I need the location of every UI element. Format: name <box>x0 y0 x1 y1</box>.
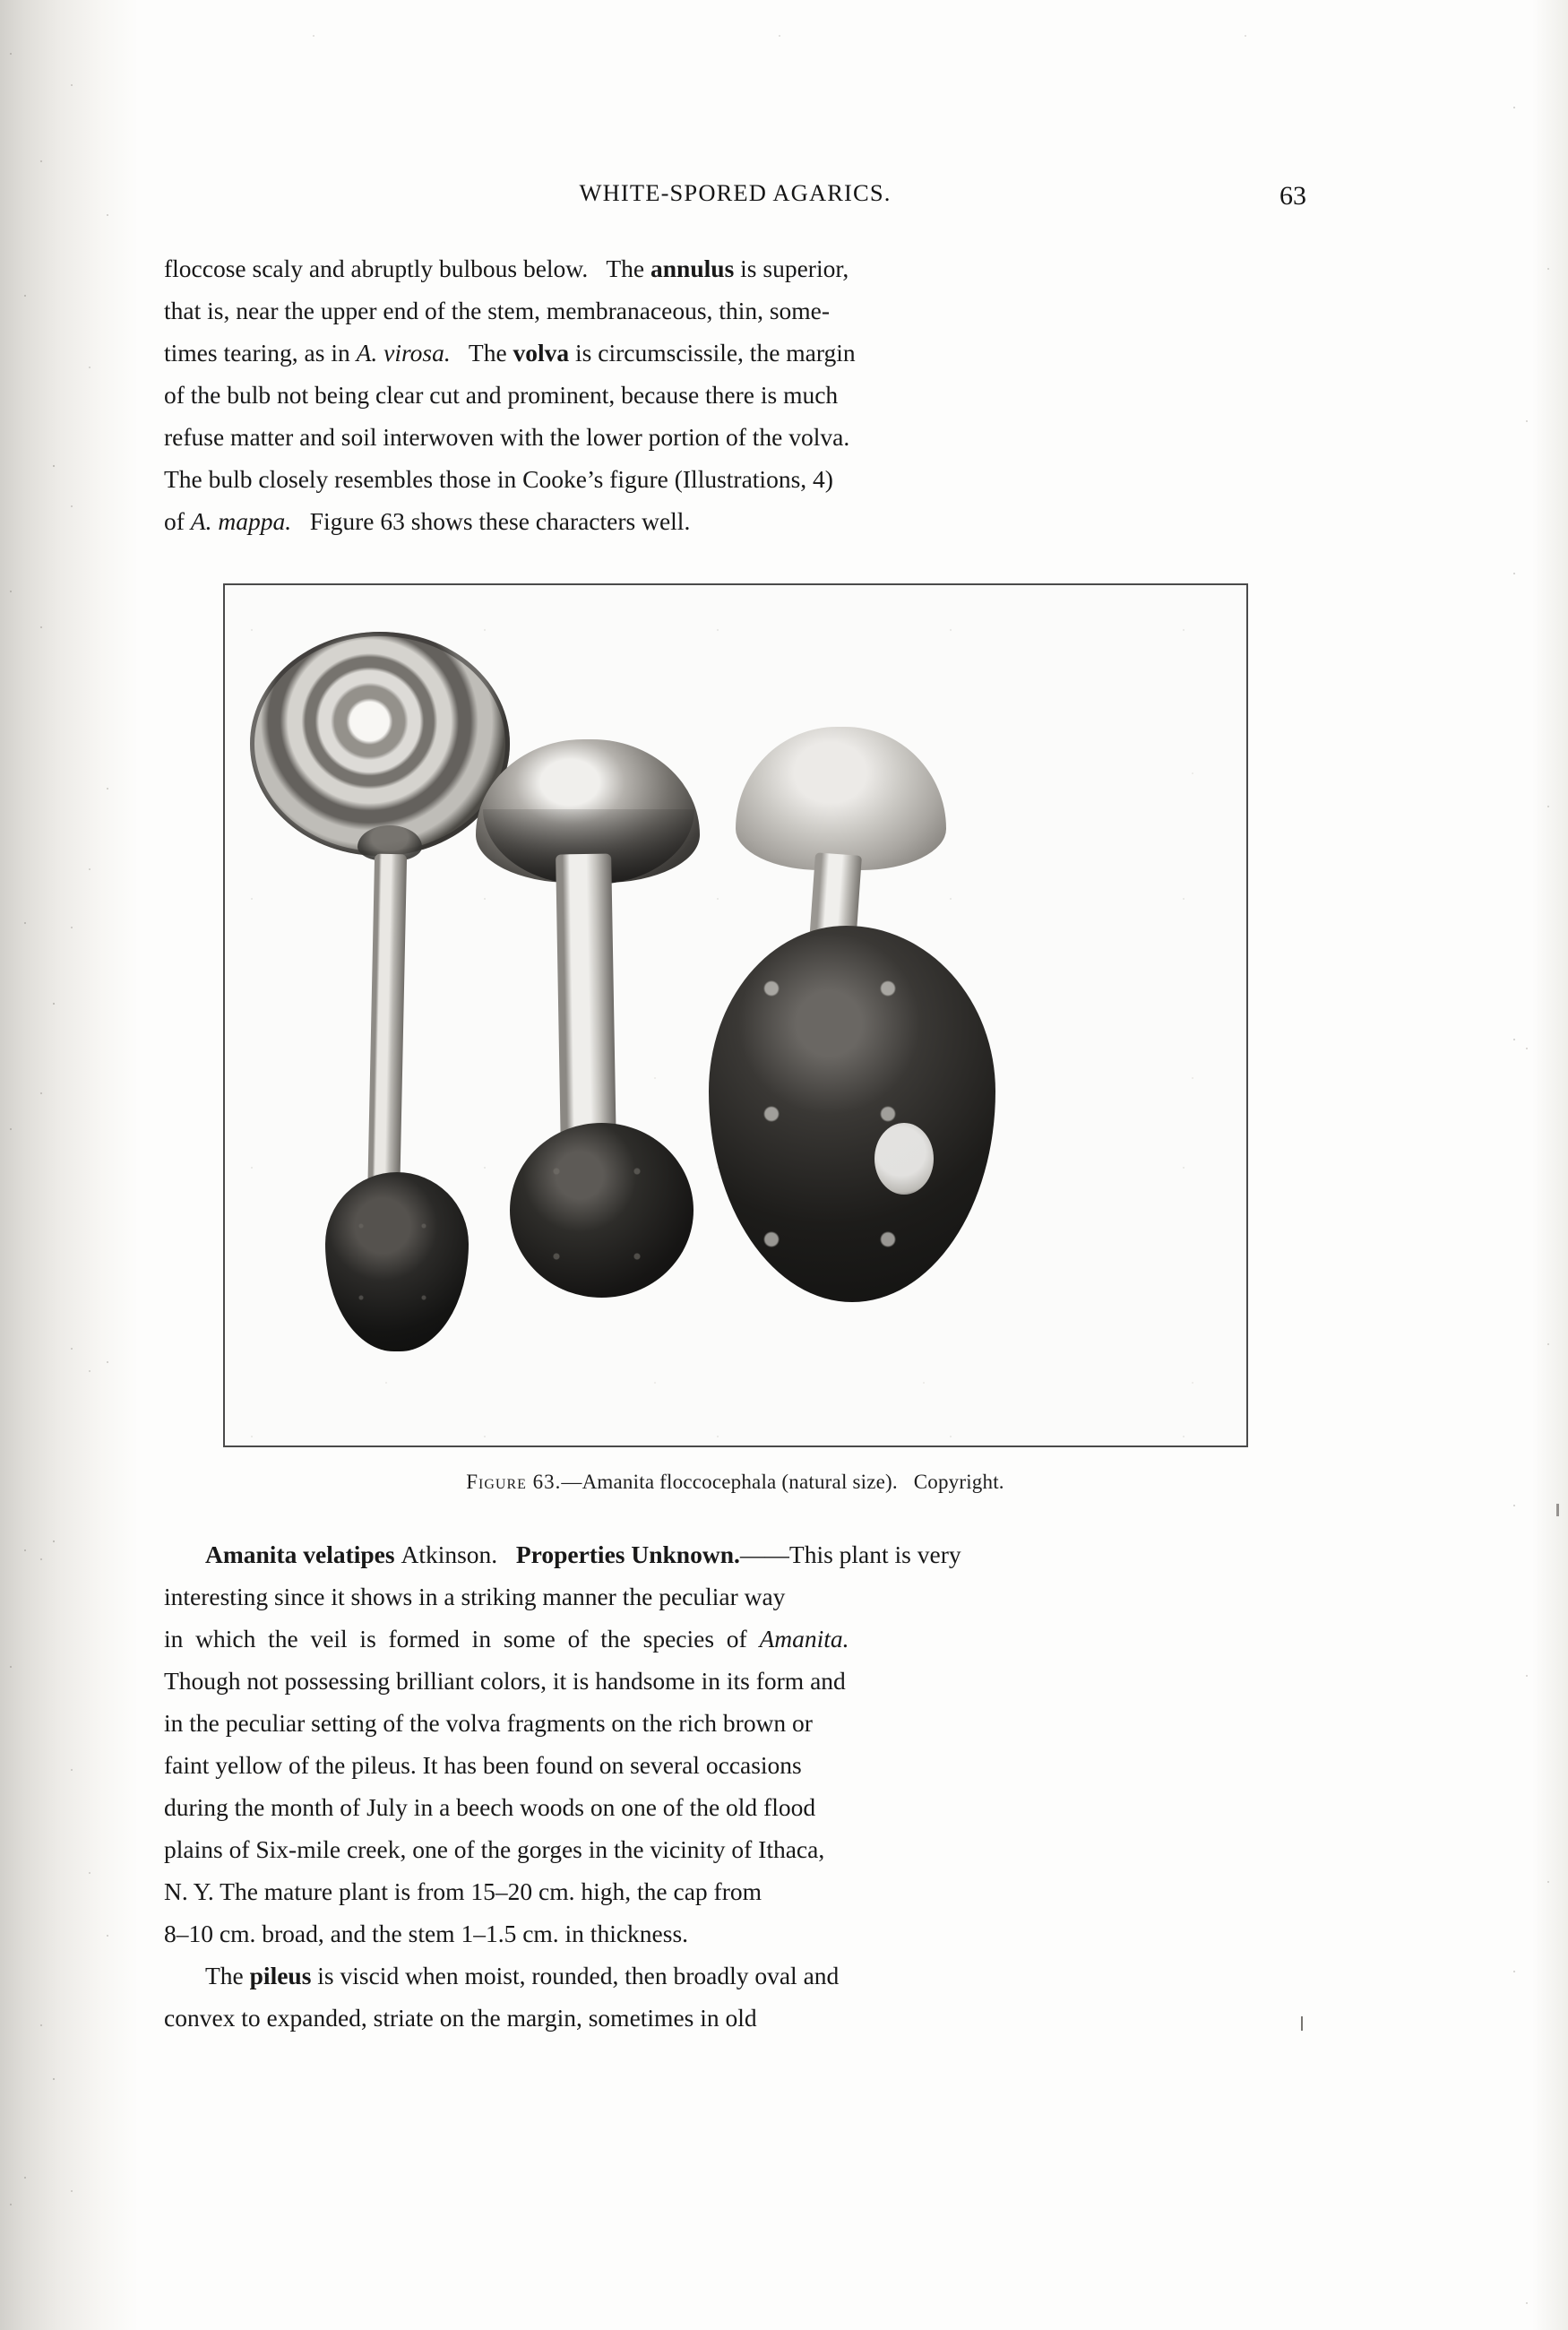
line-text-13: faint yellow of the pileus. It has been found on several occasions <box>164 1751 802 1779</box>
line-text-10: in which the veil is formed in some of the species of <box>164 1625 760 1653</box>
line-text-6: The bulb closely resembles those in Cooke’s figure (Illustrations, 4) <box>164 465 833 493</box>
paragraph-line <box>164 1744 1306 1786</box>
paragraph-line <box>164 332 1306 374</box>
figure-photograph-plate <box>223 583 1248 1447</box>
genus-amanita: Amanita. <box>759 1625 849 1653</box>
species-author: Atkinson. <box>401 1540 498 1568</box>
paragraph-line <box>164 1533 1306 1575</box>
paragraph-line <box>164 1618 1306 1660</box>
paragraph-line <box>164 1997 1306 2039</box>
section-amanita-velatipes <box>164 1533 1306 2039</box>
paragraph-line <box>164 1660 1306 1702</box>
term-pileus: pileus <box>249 1962 312 1989</box>
page-number: 63 <box>1279 181 1306 211</box>
line-text-3b: The <box>450 339 513 367</box>
left-specimen-cap-margin <box>250 632 510 856</box>
left-edge-speckle-noise <box>0 0 134 2330</box>
line-text-18: The <box>205 1962 250 1989</box>
line-text-1b: ous below. The <box>482 255 651 282</box>
line-text-3c: is circumscissile, the margin <box>569 339 856 367</box>
left-specimen-stem <box>366 854 406 1209</box>
running-head <box>164 179 1306 210</box>
page-text-column <box>164 0 1306 2039</box>
paragraph-line <box>164 1870 1306 1912</box>
paragraph-line <box>164 1828 1306 1870</box>
paragraph-line <box>164 1912 1306 1955</box>
line-text-18b: is viscid when moist, rounded, then broadly oval and <box>311 1962 840 1989</box>
line-text-3: times tearing, as in <box>164 339 357 367</box>
figure-caption-size: (natural size). <box>781 1471 898 1493</box>
line-text-4: of the bulb not being clear cut and prominent, because there is much <box>164 381 839 409</box>
figure-caption <box>466 1471 1004 1494</box>
line-text-14: during the month of July in a beech woods on one of the old flood <box>164 1793 816 1821</box>
properties-label: Properties Unknown. <box>515 1540 740 1568</box>
running-head-title: WHITE-SPORED AGARICS. <box>579 179 892 206</box>
line-text-11: Though not possessing brilliant colors, it is handsome in its form and <box>164 1667 846 1695</box>
figure-caption-species: Amanita floccocephala <box>582 1471 777 1493</box>
paragraph-line <box>164 1575 1306 1618</box>
figure-caption-dash: — <box>561 1471 582 1493</box>
paragraph-line <box>164 458 1306 500</box>
paragraph-line <box>164 1955 1306 1997</box>
right-edge-speckle-noise <box>1496 0 1568 2330</box>
term-annulus: annulus <box>650 255 735 282</box>
figure-caption-gap <box>898 1471 914 1493</box>
paragraph-line <box>164 374 1306 416</box>
paragraph-continuation <box>164 247 1306 542</box>
line-text-19: convex to expanded, striate on the margin, sometimes in old <box>164 2004 757 2032</box>
figure-caption-label: Figure 63. <box>466 1471 562 1493</box>
line-text-2: that is, near the upper end of the stem, membranaceous, thin, some- <box>164 297 831 324</box>
line-text-5: refuse matter and soil interwoven with the lower portion of the volva. <box>164 423 850 451</box>
line-text-17: 8–10 cm. broad, and the stem 1–1.5 cm. in thickness. <box>164 1920 689 1947</box>
term-volva: volva <box>513 339 570 367</box>
line-text-7: of <box>164 507 191 535</box>
heading-dash: —— <box>739 1540 789 1568</box>
ink-speck-right-margin <box>1556 1504 1559 1516</box>
line-text-7b: Figure 63 shows these characters well. <box>291 507 691 535</box>
right-specimen-volva-highlight <box>874 1123 934 1195</box>
middle-specimen-stem <box>556 853 616 1150</box>
paragraph-line <box>164 1786 1306 1828</box>
paragraph-line <box>164 1702 1306 1744</box>
figure-63 <box>164 583 1306 1494</box>
line-text-16: N. Y. The mature plant is from 15–20 cm. high, the cap from <box>164 1877 762 1905</box>
figure-caption-copyright: Copyright. <box>913 1471 1004 1493</box>
line-text-9: interesting since it shows in a striking manner the peculiar way <box>164 1583 786 1610</box>
line-text-15: plains of Six-mile creek, one of the gorges in the vicinity of Ithaca, <box>164 1835 825 1863</box>
line-text-1c: is superior, <box>734 255 849 282</box>
line-text-1: floccose scaly and abruptly bulb <box>164 255 483 282</box>
species-a-mappa: A. mappa. <box>190 507 292 535</box>
paragraph-line <box>164 247 1306 289</box>
middle-specimen-bulb-texture <box>510 1123 694 1298</box>
species-heading: Amanita velatipes <box>205 1540 395 1568</box>
line-text-8: This plant is very <box>788 1540 961 1568</box>
paragraph-line <box>164 289 1306 332</box>
paragraph-line <box>164 500 1306 542</box>
paragraph-line <box>164 416 1306 458</box>
species-a-virosa: A. virosa. <box>356 339 451 367</box>
line-text-12: in the peculiar setting of the volva fragments on the rich brown or <box>164 1709 813 1737</box>
heading-gap <box>497 1540 516 1568</box>
